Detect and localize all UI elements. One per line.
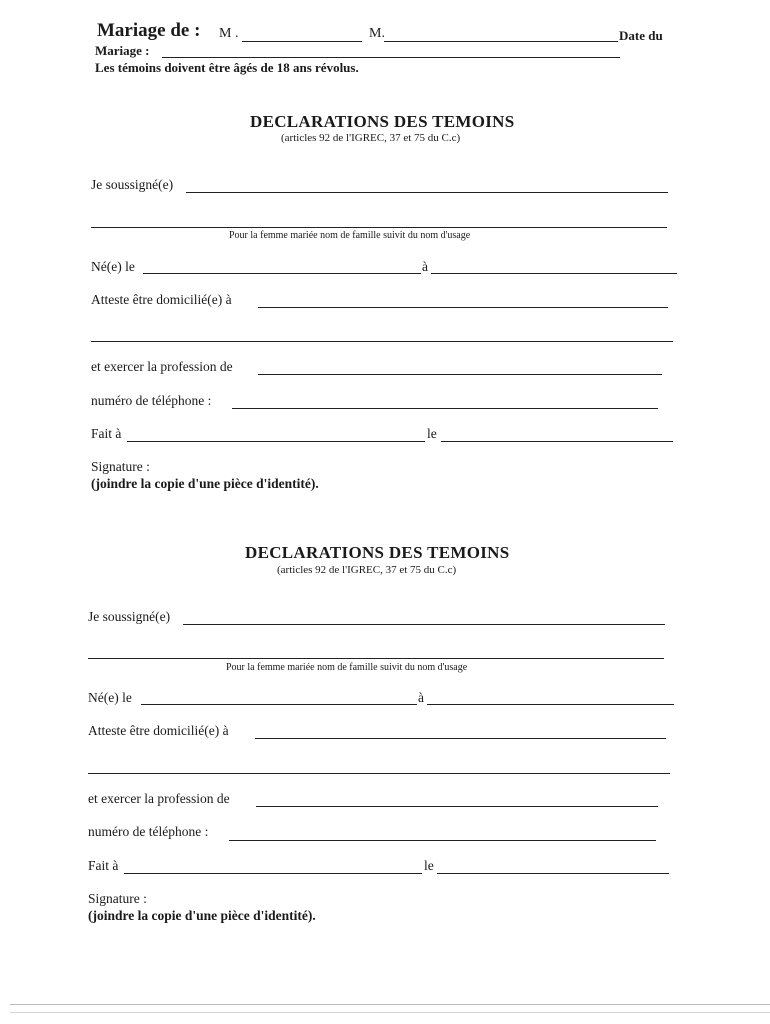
soussigne-label: Je soussigné(e) [91,177,174,192]
domicile-label: Atteste être domicilié(e) à [88,723,229,738]
usage-note: Pour la femme mariée nom de famille suivit du nom d'usage [226,662,468,673]
profession-label: et exercer la profession de [88,791,230,806]
birth-place-field[interactable] [431,273,677,274]
le-field[interactable] [441,441,673,442]
domicile-field-2[interactable] [88,773,670,774]
profession-field[interactable] [258,374,662,375]
section-title: DECLARATIONS DES TEMOINS [245,543,510,562]
le-label: le [424,858,434,873]
temoins-note: Les témoins doivent être âgés de 18 ans révolus. [95,60,359,75]
soussigne-field[interactable] [183,624,665,625]
section-subtitle: (articles 92 de l'IGREC, 37 et 75 du C.c) [277,564,457,576]
spouse2-field[interactable] [384,41,618,42]
telephone-field[interactable] [229,840,656,841]
fait-a-field[interactable] [127,441,425,442]
a-label: à [422,259,428,274]
domicile-label: Atteste être domicilié(e) à [91,292,232,307]
signature-label: Signature : [88,891,147,906]
section-subtitle: (articles 92 de l'IGREC, 37 et 75 du C.c) [281,132,461,144]
domicile-field[interactable] [255,738,666,739]
telephone-label: numéro de téléphone : [91,393,212,408]
birth-place-field[interactable] [427,704,674,705]
birth-date-field[interactable] [141,704,417,705]
spouse1-field[interactable] [242,41,362,42]
signature-label: Signature : [91,459,150,474]
le-field[interactable] [437,873,669,874]
scan-edge-line [10,1004,770,1005]
a-label: à [418,690,424,705]
ne-le-label: Né(e) le [88,690,132,705]
soussigne-field-2[interactable] [88,658,664,659]
mariage-label: Mariage de : [97,20,201,41]
domicile-field-2[interactable] [91,341,673,342]
telephone-field[interactable] [232,408,658,409]
date-du-label: Date du [619,28,663,43]
profession-label: et exercer la profession de [91,359,233,374]
ne-le-label: Né(e) le [91,259,135,274]
soussigne-field-2[interactable] [91,227,667,228]
joindre-note: (joindre la copie d'une pièce d'identité). [88,908,316,923]
m2-label: M. [369,26,385,41]
usage-note: Pour la femme mariée nom de famille suivit du nom d'usage [229,230,471,241]
fait-a-label: Fait à [88,858,119,873]
fait-a-label: Fait à [91,426,122,441]
scan-edge-line [10,1012,770,1013]
le-label: le [427,426,437,441]
domicile-field[interactable] [258,307,668,308]
telephone-label: numéro de téléphone : [88,824,209,839]
soussigne-field[interactable] [186,192,668,193]
section-title: DECLARATIONS DES TEMOINS [250,112,515,131]
joindre-note: (joindre la copie d'une pièce d'identité). [91,476,319,491]
soussigne-label: Je soussigné(e) [88,609,171,624]
mariage-date-field[interactable] [162,57,620,58]
birth-date-field[interactable] [143,273,421,274]
profession-field[interactable] [256,806,658,807]
m1-label: M . [219,26,239,41]
mariage2-label: Mariage : [95,43,150,58]
fait-a-field[interactable] [124,873,422,874]
